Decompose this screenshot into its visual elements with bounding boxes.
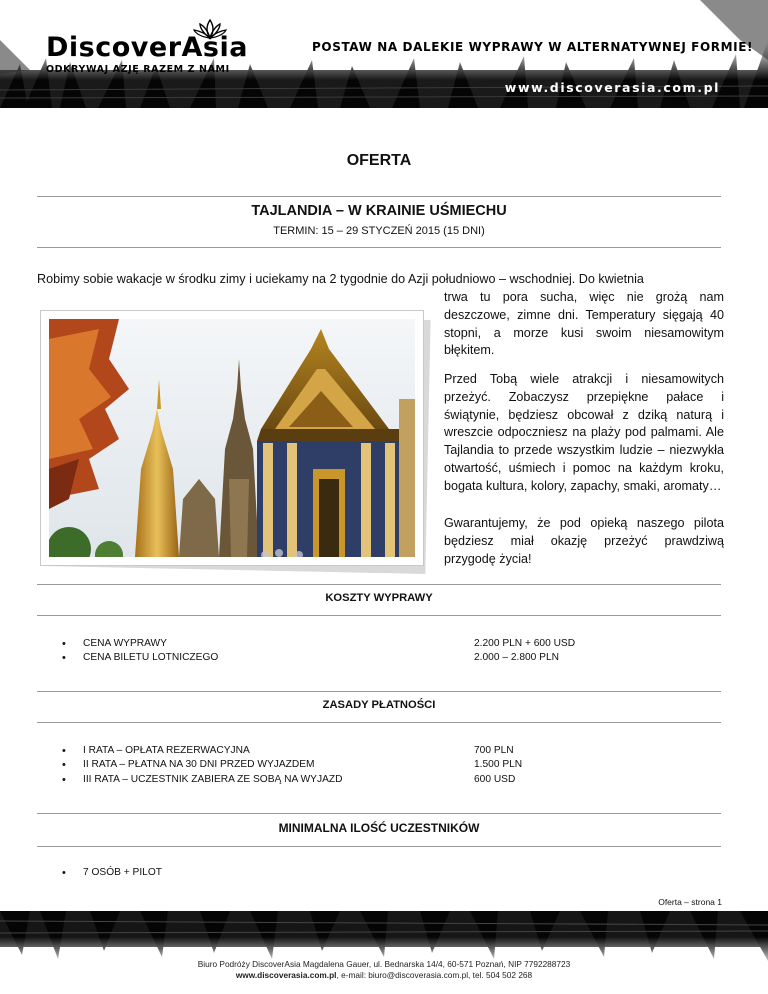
divider <box>37 615 721 616</box>
list-value: 2.200 PLN + 600 USD <box>474 638 576 649</box>
page-number: Oferta – strona 1 <box>658 897 722 907</box>
list-item: • CENA WYPRAWY <box>62 637 218 651</box>
grand-palace-image <box>49 319 415 557</box>
temple-photo <box>38 308 432 574</box>
costs-heading: KOSZTY WYPRAWY <box>325 592 433 604</box>
footer-contact: , e-mail: biuro@discoverasia.com.pl, tel. 504 502 268 <box>336 970 533 980</box>
trip-name: TAJLANDIA – W KRAINIE UŚMIECHU <box>251 203 507 219</box>
divider <box>37 691 721 692</box>
header-slogan: POSTAW NA DALEKIE WYPRAWY W ALTERNATYWNEJ FORMIE! <box>312 40 754 54</box>
page-header <box>0 0 768 108</box>
list-item: • III RATA – UCZESTNIK ZABIERA ZE SOBĄ NA WYJAZD <box>62 773 342 787</box>
divider <box>37 584 721 585</box>
paragraph-2: Przed Tobą wiele atrakcji i niesamowitych przeżyć. Zobaczysz przepiękne pałace i świątynie, będziesz obcował z dziką naturą i wreszcie odpoczniesz na plaży pod palmami. Ale Tajlandia to przede wszystkim ludzie – niezwykła otwartość, uśmiech i pomoc na każdym kroku, bogata kultura, kolory, zapachy, smaki, aromaty… <box>444 372 724 493</box>
list-value: 2.000 – 2.800 PLN <box>474 652 559 664</box>
list-value: 1.500 PLN <box>474 759 523 771</box>
divider <box>37 813 721 814</box>
trip-term: TERMIN: 15 – 29 STYCZEŃ 2015 (15 DNI) <box>273 225 485 237</box>
intro-line: Robimy sobie wakacje w środku zimy i uciekamy na 2 tygodnie do Azji południowo – wschodniej. Do kwietnia <box>37 272 644 286</box>
costs-list <box>62 637 218 666</box>
list-item: • I RATA – OPŁATA REZERWACYJNA <box>62 744 342 758</box>
palm-leaves-footer <box>0 911 768 994</box>
list-item: • II RATA – PŁATNA NA 30 DNI PRZED WYJAZDEM <box>62 758 342 772</box>
list-item: • 7 OSÓB + PILOT <box>62 866 162 880</box>
paragraph-3-block <box>444 515 724 568</box>
page-title: OFERTA <box>346 152 412 169</box>
list-value: 600 USD <box>474 773 516 785</box>
header-website-link[interactable]: www.discoverasia.com.pl <box>504 80 720 95</box>
payments-heading: ZASADY PŁATNOŚCI <box>322 699 436 711</box>
page-footer <box>0 911 768 994</box>
divider <box>37 846 721 847</box>
paragraph-3: Gwarantujemy, że pod opieką naszego pilota będziesz miał okazję przeżyć prawdziwą przygodę życia! <box>444 516 724 566</box>
photo-frame <box>40 310 424 566</box>
logo[interactable] <box>46 18 246 74</box>
participants-heading: MINIMALNA ILOŚĆ UCZESTNIKÓW <box>278 821 480 835</box>
divider <box>37 196 721 197</box>
logo-subtitle: ODKRYWAJ AZJĘ RAZEM Z NAMI <box>46 64 230 75</box>
footer-address: Biuro Podróży DiscoverAsia Magdalena Gauer, ul. Bednarska 14/4, 60-571 Poznań, NIP 7792288723 <box>197 959 571 969</box>
divider <box>37 722 721 723</box>
costs-values <box>474 637 575 666</box>
participants-list <box>62 866 162 880</box>
payments-list <box>62 744 342 787</box>
intro-continuation <box>444 289 724 360</box>
paragraph-2-block <box>444 371 724 496</box>
divider <box>37 247 721 248</box>
list-item: • CENA BILETU LOTNICZEGO <box>62 651 218 665</box>
logo-title: DiscoverAsia <box>46 32 248 63</box>
paragraph-1: trwa tu pora sucha, więc nie grożą nam deszczowe, zimne dni. Temperatury sięgają 40 stopni, a morze kusi swoim niesamowitym błękitem. <box>444 290 724 358</box>
footer-website-link[interactable]: www.discoverasia.com.pl <box>235 970 337 980</box>
footer-contact-line <box>0 970 768 980</box>
list-value: 700 PLN <box>474 745 514 756</box>
payments-values <box>474 744 522 787</box>
